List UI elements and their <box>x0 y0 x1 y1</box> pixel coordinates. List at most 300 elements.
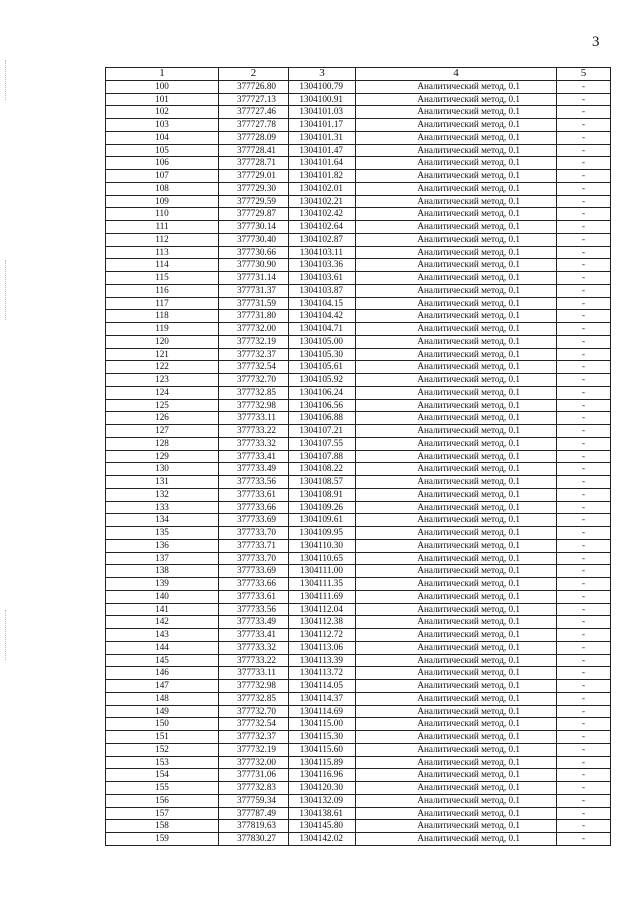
table-row <box>106 335 611 348</box>
x-coordinate-cell: 377728.71 <box>219 157 289 170</box>
note-cell: - <box>557 629 611 642</box>
point-number-cell: 116 <box>106 284 219 297</box>
point-number-cell: 101 <box>106 93 219 106</box>
x-coordinate-cell: 377728.09 <box>219 131 289 144</box>
method-accuracy-cell: Аналитический метод, 0.1 <box>356 348 557 361</box>
point-number-cell: 111 <box>106 221 219 234</box>
x-coordinate-cell: 377731.06 <box>219 769 289 782</box>
note-cell: - <box>557 425 611 438</box>
point-number-cell: 112 <box>106 233 219 246</box>
method-accuracy-cell: Аналитический метод, 0.1 <box>356 833 557 846</box>
note-cell: - <box>557 616 611 629</box>
x-coordinate-cell: 377732.98 <box>219 680 289 693</box>
table-row <box>106 412 611 425</box>
y-coordinate-cell: 1304102.87 <box>289 233 356 246</box>
point-number-cell: 129 <box>106 450 219 463</box>
table-row <box>106 680 611 693</box>
x-coordinate-cell: 377787.49 <box>219 807 289 820</box>
method-accuracy-cell: Аналитический метод, 0.1 <box>356 323 557 336</box>
note-cell: - <box>557 743 611 756</box>
header-col-5: 5 <box>557 68 611 81</box>
method-accuracy-cell: Аналитический метод, 0.1 <box>356 450 557 463</box>
table-row <box>106 361 611 374</box>
method-accuracy-cell: Аналитический метод, 0.1 <box>356 93 557 106</box>
x-coordinate-cell: 377732.19 <box>219 743 289 756</box>
note-cell: - <box>557 131 611 144</box>
note-cell: - <box>557 539 611 552</box>
method-accuracy-cell: Аналитический метод, 0.1 <box>356 692 557 705</box>
method-accuracy-cell: Аналитический метод, 0.1 <box>356 794 557 807</box>
y-coordinate-cell: 1304108.57 <box>289 476 356 489</box>
table-row <box>106 195 611 208</box>
point-number-cell: 130 <box>106 463 219 476</box>
point-number-cell: 148 <box>106 692 219 705</box>
note-cell: - <box>557 259 611 272</box>
y-coordinate-cell: 1304109.95 <box>289 527 356 540</box>
note-cell: - <box>557 514 611 527</box>
y-coordinate-cell: 1304101.03 <box>289 106 356 119</box>
method-accuracy-cell: Аналитический метод, 0.1 <box>356 182 557 195</box>
x-coordinate-cell: 377733.41 <box>219 450 289 463</box>
note-cell: - <box>557 412 611 425</box>
x-coordinate-cell: 377733.61 <box>219 590 289 603</box>
note-cell: - <box>557 794 611 807</box>
table-row <box>106 246 611 259</box>
y-coordinate-cell: 1304103.87 <box>289 284 356 297</box>
method-accuracy-cell: Аналитический метод, 0.1 <box>356 476 557 489</box>
y-coordinate-cell: 1304109.61 <box>289 514 356 527</box>
y-coordinate-cell: 1304106.56 <box>289 399 356 412</box>
table-row <box>106 182 611 195</box>
method-accuracy-cell: Аналитический метод, 0.1 <box>356 195 557 208</box>
method-accuracy-cell: Аналитический метод, 0.1 <box>356 578 557 591</box>
point-number-cell: 106 <box>106 157 219 170</box>
method-accuracy-cell: Аналитический метод, 0.1 <box>356 374 557 387</box>
point-number-cell: 119 <box>106 323 219 336</box>
method-accuracy-cell: Аналитический метод, 0.1 <box>356 106 557 119</box>
x-coordinate-cell: 377733.11 <box>219 667 289 680</box>
method-accuracy-cell: Аналитический метод, 0.1 <box>356 272 557 285</box>
note-cell: - <box>557 361 611 374</box>
y-coordinate-cell: 1304108.22 <box>289 463 356 476</box>
point-number-cell: 157 <box>106 807 219 820</box>
left-margin-mark <box>5 610 7 660</box>
method-accuracy-cell: Аналитический метод, 0.1 <box>356 527 557 540</box>
point-number-cell: 133 <box>106 501 219 514</box>
table-header <box>106 68 611 81</box>
x-coordinate-cell: 377733.56 <box>219 476 289 489</box>
table-row <box>106 386 611 399</box>
method-accuracy-cell: Аналитический метод, 0.1 <box>356 119 557 132</box>
table-row <box>106 603 611 616</box>
y-coordinate-cell: 1304113.06 <box>289 641 356 654</box>
x-coordinate-cell: 377830.27 <box>219 833 289 846</box>
point-number-cell: 156 <box>106 794 219 807</box>
note-cell: - <box>557 144 611 157</box>
y-coordinate-cell: 1304112.72 <box>289 629 356 642</box>
x-coordinate-cell: 377727.46 <box>219 106 289 119</box>
note-cell: - <box>557 450 611 463</box>
table-row <box>106 705 611 718</box>
x-coordinate-cell: 377733.22 <box>219 654 289 667</box>
point-number-cell: 139 <box>106 578 219 591</box>
y-coordinate-cell: 1304105.61 <box>289 361 356 374</box>
x-coordinate-cell: 377732.37 <box>219 348 289 361</box>
point-number-cell: 127 <box>106 425 219 438</box>
table-row <box>106 552 611 565</box>
note-cell: - <box>557 782 611 795</box>
point-number-cell: 142 <box>106 616 219 629</box>
note-cell: - <box>557 335 611 348</box>
note-cell: - <box>557 463 611 476</box>
method-accuracy-cell: Аналитический метод, 0.1 <box>356 731 557 744</box>
note-cell: - <box>557 399 611 412</box>
y-coordinate-cell: 1304104.71 <box>289 323 356 336</box>
x-coordinate-cell: 377730.40 <box>219 233 289 246</box>
table-row <box>106 820 611 833</box>
table-row <box>106 616 611 629</box>
y-coordinate-cell: 1304111.35 <box>289 578 356 591</box>
note-cell: - <box>557 603 611 616</box>
point-number-cell: 104 <box>106 131 219 144</box>
note-cell: - <box>557 221 611 234</box>
header-col-2: 2 <box>219 68 289 81</box>
note-cell: - <box>557 756 611 769</box>
y-coordinate-cell: 1304115.89 <box>289 756 356 769</box>
point-number-cell: 145 <box>106 654 219 667</box>
y-coordinate-cell: 1304109.26 <box>289 501 356 514</box>
method-accuracy-cell: Аналитический метод, 0.1 <box>356 565 557 578</box>
point-number-cell: 113 <box>106 246 219 259</box>
note-cell: - <box>557 527 611 540</box>
x-coordinate-cell: 377733.69 <box>219 565 289 578</box>
x-coordinate-cell: 377731.37 <box>219 284 289 297</box>
note-cell: - <box>557 119 611 132</box>
note-cell: - <box>557 182 611 195</box>
method-accuracy-cell: Аналитический метод, 0.1 <box>356 820 557 833</box>
note-cell: - <box>557 170 611 183</box>
method-accuracy-cell: Аналитический метод, 0.1 <box>356 807 557 820</box>
method-accuracy-cell: Аналитический метод, 0.1 <box>356 756 557 769</box>
y-coordinate-cell: 1304103.61 <box>289 272 356 285</box>
method-accuracy-cell: Аналитический метод, 0.1 <box>356 463 557 476</box>
note-cell: - <box>557 106 611 119</box>
point-number-cell: 123 <box>106 374 219 387</box>
method-accuracy-cell: Аналитический метод, 0.1 <box>356 208 557 221</box>
table-row <box>106 641 611 654</box>
method-accuracy-cell: Аналитический метод, 0.1 <box>356 233 557 246</box>
method-accuracy-cell: Аналитический метод, 0.1 <box>356 616 557 629</box>
y-coordinate-cell: 1304112.04 <box>289 603 356 616</box>
table-row <box>106 782 611 795</box>
method-accuracy-cell: Аналитический метод, 0.1 <box>356 654 557 667</box>
method-accuracy-cell: Аналитический метод, 0.1 <box>356 552 557 565</box>
table-row <box>106 157 611 170</box>
point-number-cell: 147 <box>106 680 219 693</box>
method-accuracy-cell: Аналитический метод, 0.1 <box>356 705 557 718</box>
note-cell: - <box>557 476 611 489</box>
table-row <box>106 667 611 680</box>
point-number-cell: 152 <box>106 743 219 756</box>
y-coordinate-cell: 1304106.88 <box>289 412 356 425</box>
point-number-cell: 126 <box>106 412 219 425</box>
y-coordinate-cell: 1304112.38 <box>289 616 356 629</box>
y-coordinate-cell: 1304120.30 <box>289 782 356 795</box>
note-cell: - <box>557 718 611 731</box>
y-coordinate-cell: 1304100.79 <box>289 80 356 93</box>
table-row <box>106 833 611 846</box>
x-coordinate-cell: 377730.66 <box>219 246 289 259</box>
header-row <box>106 68 611 81</box>
table-row <box>106 93 611 106</box>
y-coordinate-cell: 1304138.61 <box>289 807 356 820</box>
point-number-cell: 125 <box>106 399 219 412</box>
point-number-cell: 114 <box>106 259 219 272</box>
x-coordinate-cell: 377732.70 <box>219 374 289 387</box>
method-accuracy-cell: Аналитический метод, 0.1 <box>356 718 557 731</box>
table-row <box>106 731 611 744</box>
coordinates-table <box>105 67 611 846</box>
x-coordinate-cell: 377733.56 <box>219 603 289 616</box>
y-coordinate-cell: 1304101.17 <box>289 119 356 132</box>
note-cell: - <box>557 233 611 246</box>
point-number-cell: 108 <box>106 182 219 195</box>
table-row <box>106 501 611 514</box>
point-number-cell: 136 <box>106 539 219 552</box>
y-coordinate-cell: 1304115.00 <box>289 718 356 731</box>
note-cell: - <box>557 437 611 450</box>
table-row <box>106 437 611 450</box>
table-row <box>106 488 611 501</box>
method-accuracy-cell: Аналитический метод, 0.1 <box>356 386 557 399</box>
note-cell: - <box>557 692 611 705</box>
x-coordinate-cell: 377731.14 <box>219 272 289 285</box>
y-coordinate-cell: 1304113.72 <box>289 667 356 680</box>
note-cell: - <box>557 807 611 820</box>
x-coordinate-cell: 377729.01 <box>219 170 289 183</box>
x-coordinate-cell: 377732.85 <box>219 692 289 705</box>
point-number-cell: 159 <box>106 833 219 846</box>
point-number-cell: 103 <box>106 119 219 132</box>
y-coordinate-cell: 1304105.92 <box>289 374 356 387</box>
y-coordinate-cell: 1304111.00 <box>289 565 356 578</box>
table-row <box>106 743 611 756</box>
note-cell: - <box>557 731 611 744</box>
note-cell: - <box>557 323 611 336</box>
x-coordinate-cell: 377732.19 <box>219 335 289 348</box>
point-number-cell: 146 <box>106 667 219 680</box>
y-coordinate-cell: 1304145.80 <box>289 820 356 833</box>
note-cell: - <box>557 348 611 361</box>
note-cell: - <box>557 654 611 667</box>
table-row <box>106 221 611 234</box>
method-accuracy-cell: Аналитический метод, 0.1 <box>356 641 557 654</box>
method-accuracy-cell: Аналитический метод, 0.1 <box>356 310 557 323</box>
table-row <box>106 463 611 476</box>
method-accuracy-cell: Аналитический метод, 0.1 <box>356 412 557 425</box>
method-accuracy-cell: Аналитический метод, 0.1 <box>356 590 557 603</box>
table-row <box>106 374 611 387</box>
y-coordinate-cell: 1304101.82 <box>289 170 356 183</box>
table-row <box>106 131 611 144</box>
note-cell: - <box>557 93 611 106</box>
note-cell: - <box>557 641 611 654</box>
point-number-cell: 132 <box>106 488 219 501</box>
table-row <box>106 106 611 119</box>
y-coordinate-cell: 1304113.39 <box>289 654 356 667</box>
x-coordinate-cell: 377733.70 <box>219 552 289 565</box>
method-accuracy-cell: Аналитический метод, 0.1 <box>356 629 557 642</box>
method-accuracy-cell: Аналитический метод, 0.1 <box>356 667 557 680</box>
note-cell: - <box>557 667 611 680</box>
x-coordinate-cell: 377733.32 <box>219 641 289 654</box>
note-cell: - <box>557 488 611 501</box>
point-number-cell: 115 <box>106 272 219 285</box>
y-coordinate-cell: 1304105.30 <box>289 348 356 361</box>
note-cell: - <box>557 310 611 323</box>
point-number-cell: 107 <box>106 170 219 183</box>
note-cell: - <box>557 680 611 693</box>
table-row <box>106 590 611 603</box>
y-coordinate-cell: 1304101.64 <box>289 157 356 170</box>
left-margin-mark <box>5 260 7 320</box>
y-coordinate-cell: 1304111.69 <box>289 590 356 603</box>
table-row <box>106 476 611 489</box>
table-row <box>106 144 611 157</box>
x-coordinate-cell: 377729.30 <box>219 182 289 195</box>
note-cell: - <box>557 501 611 514</box>
method-accuracy-cell: Аналитический метод, 0.1 <box>356 488 557 501</box>
table-row <box>106 259 611 272</box>
table-row <box>106 769 611 782</box>
table-row <box>106 539 611 552</box>
table-row <box>106 527 611 540</box>
x-coordinate-cell: 377731.59 <box>219 297 289 310</box>
header-col-3: 3 <box>289 68 356 81</box>
page-number: 3 <box>592 34 600 50</box>
x-coordinate-cell: 377730.14 <box>219 221 289 234</box>
method-accuracy-cell: Аналитический метод, 0.1 <box>356 743 557 756</box>
point-number-cell: 110 <box>106 208 219 221</box>
point-number-cell: 144 <box>106 641 219 654</box>
point-number-cell: 140 <box>106 590 219 603</box>
y-coordinate-cell: 1304101.47 <box>289 144 356 157</box>
x-coordinate-cell: 377728.41 <box>219 144 289 157</box>
note-cell: - <box>557 374 611 387</box>
x-coordinate-cell: 377727.13 <box>219 93 289 106</box>
x-coordinate-cell: 377732.37 <box>219 731 289 744</box>
x-coordinate-cell: 377733.41 <box>219 629 289 642</box>
y-coordinate-cell: 1304102.01 <box>289 182 356 195</box>
y-coordinate-cell: 1304107.55 <box>289 437 356 450</box>
point-number-cell: 137 <box>106 552 219 565</box>
x-coordinate-cell: 377732.00 <box>219 323 289 336</box>
y-coordinate-cell: 1304102.42 <box>289 208 356 221</box>
y-coordinate-cell: 1304102.64 <box>289 221 356 234</box>
table-row <box>106 718 611 731</box>
method-accuracy-cell: Аналитический метод, 0.1 <box>356 603 557 616</box>
y-coordinate-cell: 1304115.30 <box>289 731 356 744</box>
method-accuracy-cell: Аналитический метод, 0.1 <box>356 157 557 170</box>
x-coordinate-cell: 377733.32 <box>219 437 289 450</box>
header-col-4: 4 <box>356 68 557 81</box>
note-cell: - <box>557 820 611 833</box>
method-accuracy-cell: Аналитический метод, 0.1 <box>356 131 557 144</box>
y-coordinate-cell: 1304106.24 <box>289 386 356 399</box>
y-coordinate-cell: 1304100.91 <box>289 93 356 106</box>
y-coordinate-cell: 1304101.31 <box>289 131 356 144</box>
note-cell: - <box>557 769 611 782</box>
y-coordinate-cell: 1304114.37 <box>289 692 356 705</box>
method-accuracy-cell: Аналитический метод, 0.1 <box>356 297 557 310</box>
method-accuracy-cell: Аналитический метод, 0.1 <box>356 782 557 795</box>
point-number-cell: 122 <box>106 361 219 374</box>
point-number-cell: 150 <box>106 718 219 731</box>
point-number-cell: 105 <box>106 144 219 157</box>
table-row <box>106 565 611 578</box>
method-accuracy-cell: Аналитический метод, 0.1 <box>356 221 557 234</box>
point-number-cell: 138 <box>106 565 219 578</box>
x-coordinate-cell: 377732.83 <box>219 782 289 795</box>
point-number-cell: 143 <box>106 629 219 642</box>
x-coordinate-cell: 377729.87 <box>219 208 289 221</box>
point-number-cell: 151 <box>106 731 219 744</box>
x-coordinate-cell: 377732.70 <box>219 705 289 718</box>
method-accuracy-cell: Аналитический метод, 0.1 <box>356 769 557 782</box>
x-coordinate-cell: 377732.85 <box>219 386 289 399</box>
point-number-cell: 120 <box>106 335 219 348</box>
method-accuracy-cell: Аналитический метод, 0.1 <box>356 361 557 374</box>
point-number-cell: 155 <box>106 782 219 795</box>
table-row <box>106 450 611 463</box>
note-cell: - <box>557 80 611 93</box>
y-coordinate-cell: 1304104.15 <box>289 297 356 310</box>
table-row <box>106 514 611 527</box>
y-coordinate-cell: 1304104.42 <box>289 310 356 323</box>
table-body <box>106 80 611 845</box>
x-coordinate-cell: 377727.78 <box>219 119 289 132</box>
note-cell: - <box>557 705 611 718</box>
point-number-cell: 158 <box>106 820 219 833</box>
x-coordinate-cell: 377731.80 <box>219 310 289 323</box>
point-number-cell: 118 <box>106 310 219 323</box>
header-col-1: 1 <box>106 68 219 81</box>
note-cell: - <box>557 272 611 285</box>
y-coordinate-cell: 1304116.96 <box>289 769 356 782</box>
x-coordinate-cell: 377733.66 <box>219 578 289 591</box>
table-row <box>106 80 611 93</box>
y-coordinate-cell: 1304107.21 <box>289 425 356 438</box>
method-accuracy-cell: Аналитический метод, 0.1 <box>356 259 557 272</box>
point-number-cell: 141 <box>106 603 219 616</box>
note-cell: - <box>557 157 611 170</box>
x-coordinate-cell: 377732.98 <box>219 399 289 412</box>
table-row <box>106 692 611 705</box>
table-row <box>106 233 611 246</box>
x-coordinate-cell: 377732.54 <box>219 718 289 731</box>
table-row <box>106 807 611 820</box>
note-cell: - <box>557 565 611 578</box>
table-row <box>106 399 611 412</box>
x-coordinate-cell: 377730.90 <box>219 259 289 272</box>
y-coordinate-cell: 1304103.36 <box>289 259 356 272</box>
x-coordinate-cell: 377726.80 <box>219 80 289 93</box>
x-coordinate-cell: 377729.59 <box>219 195 289 208</box>
point-number-cell: 121 <box>106 348 219 361</box>
y-coordinate-cell: 1304142.02 <box>289 833 356 846</box>
x-coordinate-cell: 377732.54 <box>219 361 289 374</box>
x-coordinate-cell: 377733.66 <box>219 501 289 514</box>
